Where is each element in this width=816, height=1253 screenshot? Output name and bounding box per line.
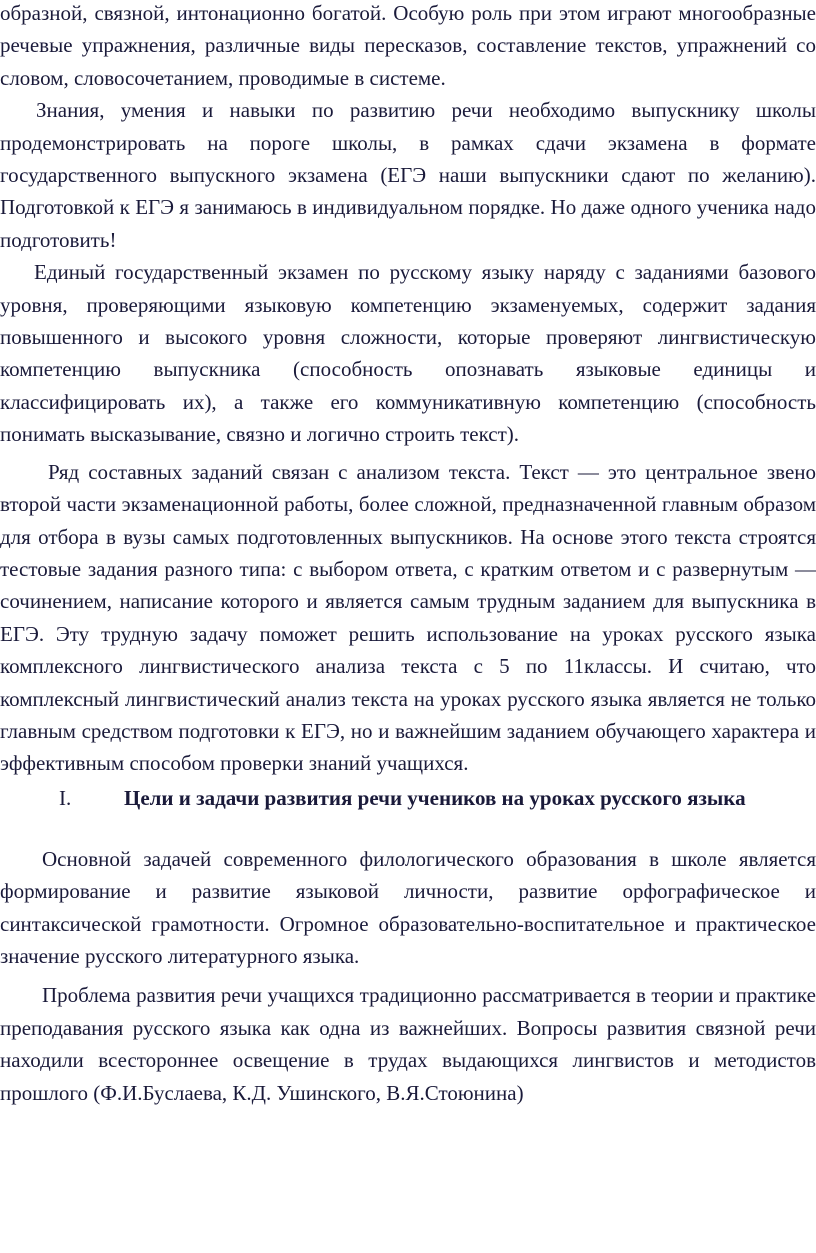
paragraph-unified-exam: Единый государственный экзамен по русскому языку наряду с заданиями базового уровня, проверяющими языковую компетенцию экзаменуемых, содержит задания повышенного и высокого уровня сложности, которые проверяют лингвистическую компетенцию выпускника (способность опознавать языковые единицы и классифицировать их), а также его коммуникативную компетенцию (способность понимать высказывание, связно и логично строить текст). [0,260,816,447]
paragraph-intro-continuation: образной, связной, интонационно богатой. Особую роль при этом играют многообразные речевые упражнения, различные виды пересказов, составление текстов, упражнений со словом, словосочетанием, проводимые в системе. [0,1,816,90]
section-title: Цели и задачи развития речи учеников на уроках русского языка [124,785,746,810]
section-number: I. [59,785,72,810]
paragraph-knowledge-skills: Знания, умения и навыки по развитию речи необходимо выпускнику школы продемонстрировать на пороге школы, в рамках сдачи экзамена в формате государственного выпускного экзамена (ЕГЭ наши выпускники сдают по желанию). Подготовкой к ЕГЭ я занимаюсь в индивидуальном порядке. Но даже одного ученика надо подготовить! [0,98,816,252]
paragraph-speech-development: Проблема развития речи учащихся традиционно рассматривается в теории и практике преподавания русского языка как одна из важнейших. Вопросы развития связной речи находили всестороннее освещение в трудах выдающихся лингвистов и методистов прошлого (Ф.И.Буслаева, К.Д. Ушинского, В.Я.Стоюнина) [0,983,816,1105]
section-heading [0,784,816,842]
paragraph-text-analysis: Ряд составных заданий связан с анализом текста. Текст — это центральное звено второй части экзаменационной работы, более сложной, предназначенной главным образом для отбора в вузы самых подготовленных выпускников. На основе этого текста строятся тестовые задания разного типа: с выбором ответа, с кратким ответом и с развернутым — сочинением, написание которого и является самым трудным заданием для выпускника в ЕГЭ. Эту трудную задачу поможет решить использование на уроках русского языка комплексного лингвистического анализа текста с 5 по 11классы. И считаю, что комплексный лингвистический анализ текста на уроках русского языка является не только главным средством подготовки к ЕГЭ, но и важнейшим заданием обучающего характера и эффективным способом проверки знаний учащихся. [0,459,816,776]
paragraph-main-task: Основной задачей современного филологического образования в школе является формирование и развитие языковой личности, развитие орфографическое и синтаксической грамотности. Огромное образовательно-воспитательное и практическое значение русского литературного языка. [0,846,816,968]
